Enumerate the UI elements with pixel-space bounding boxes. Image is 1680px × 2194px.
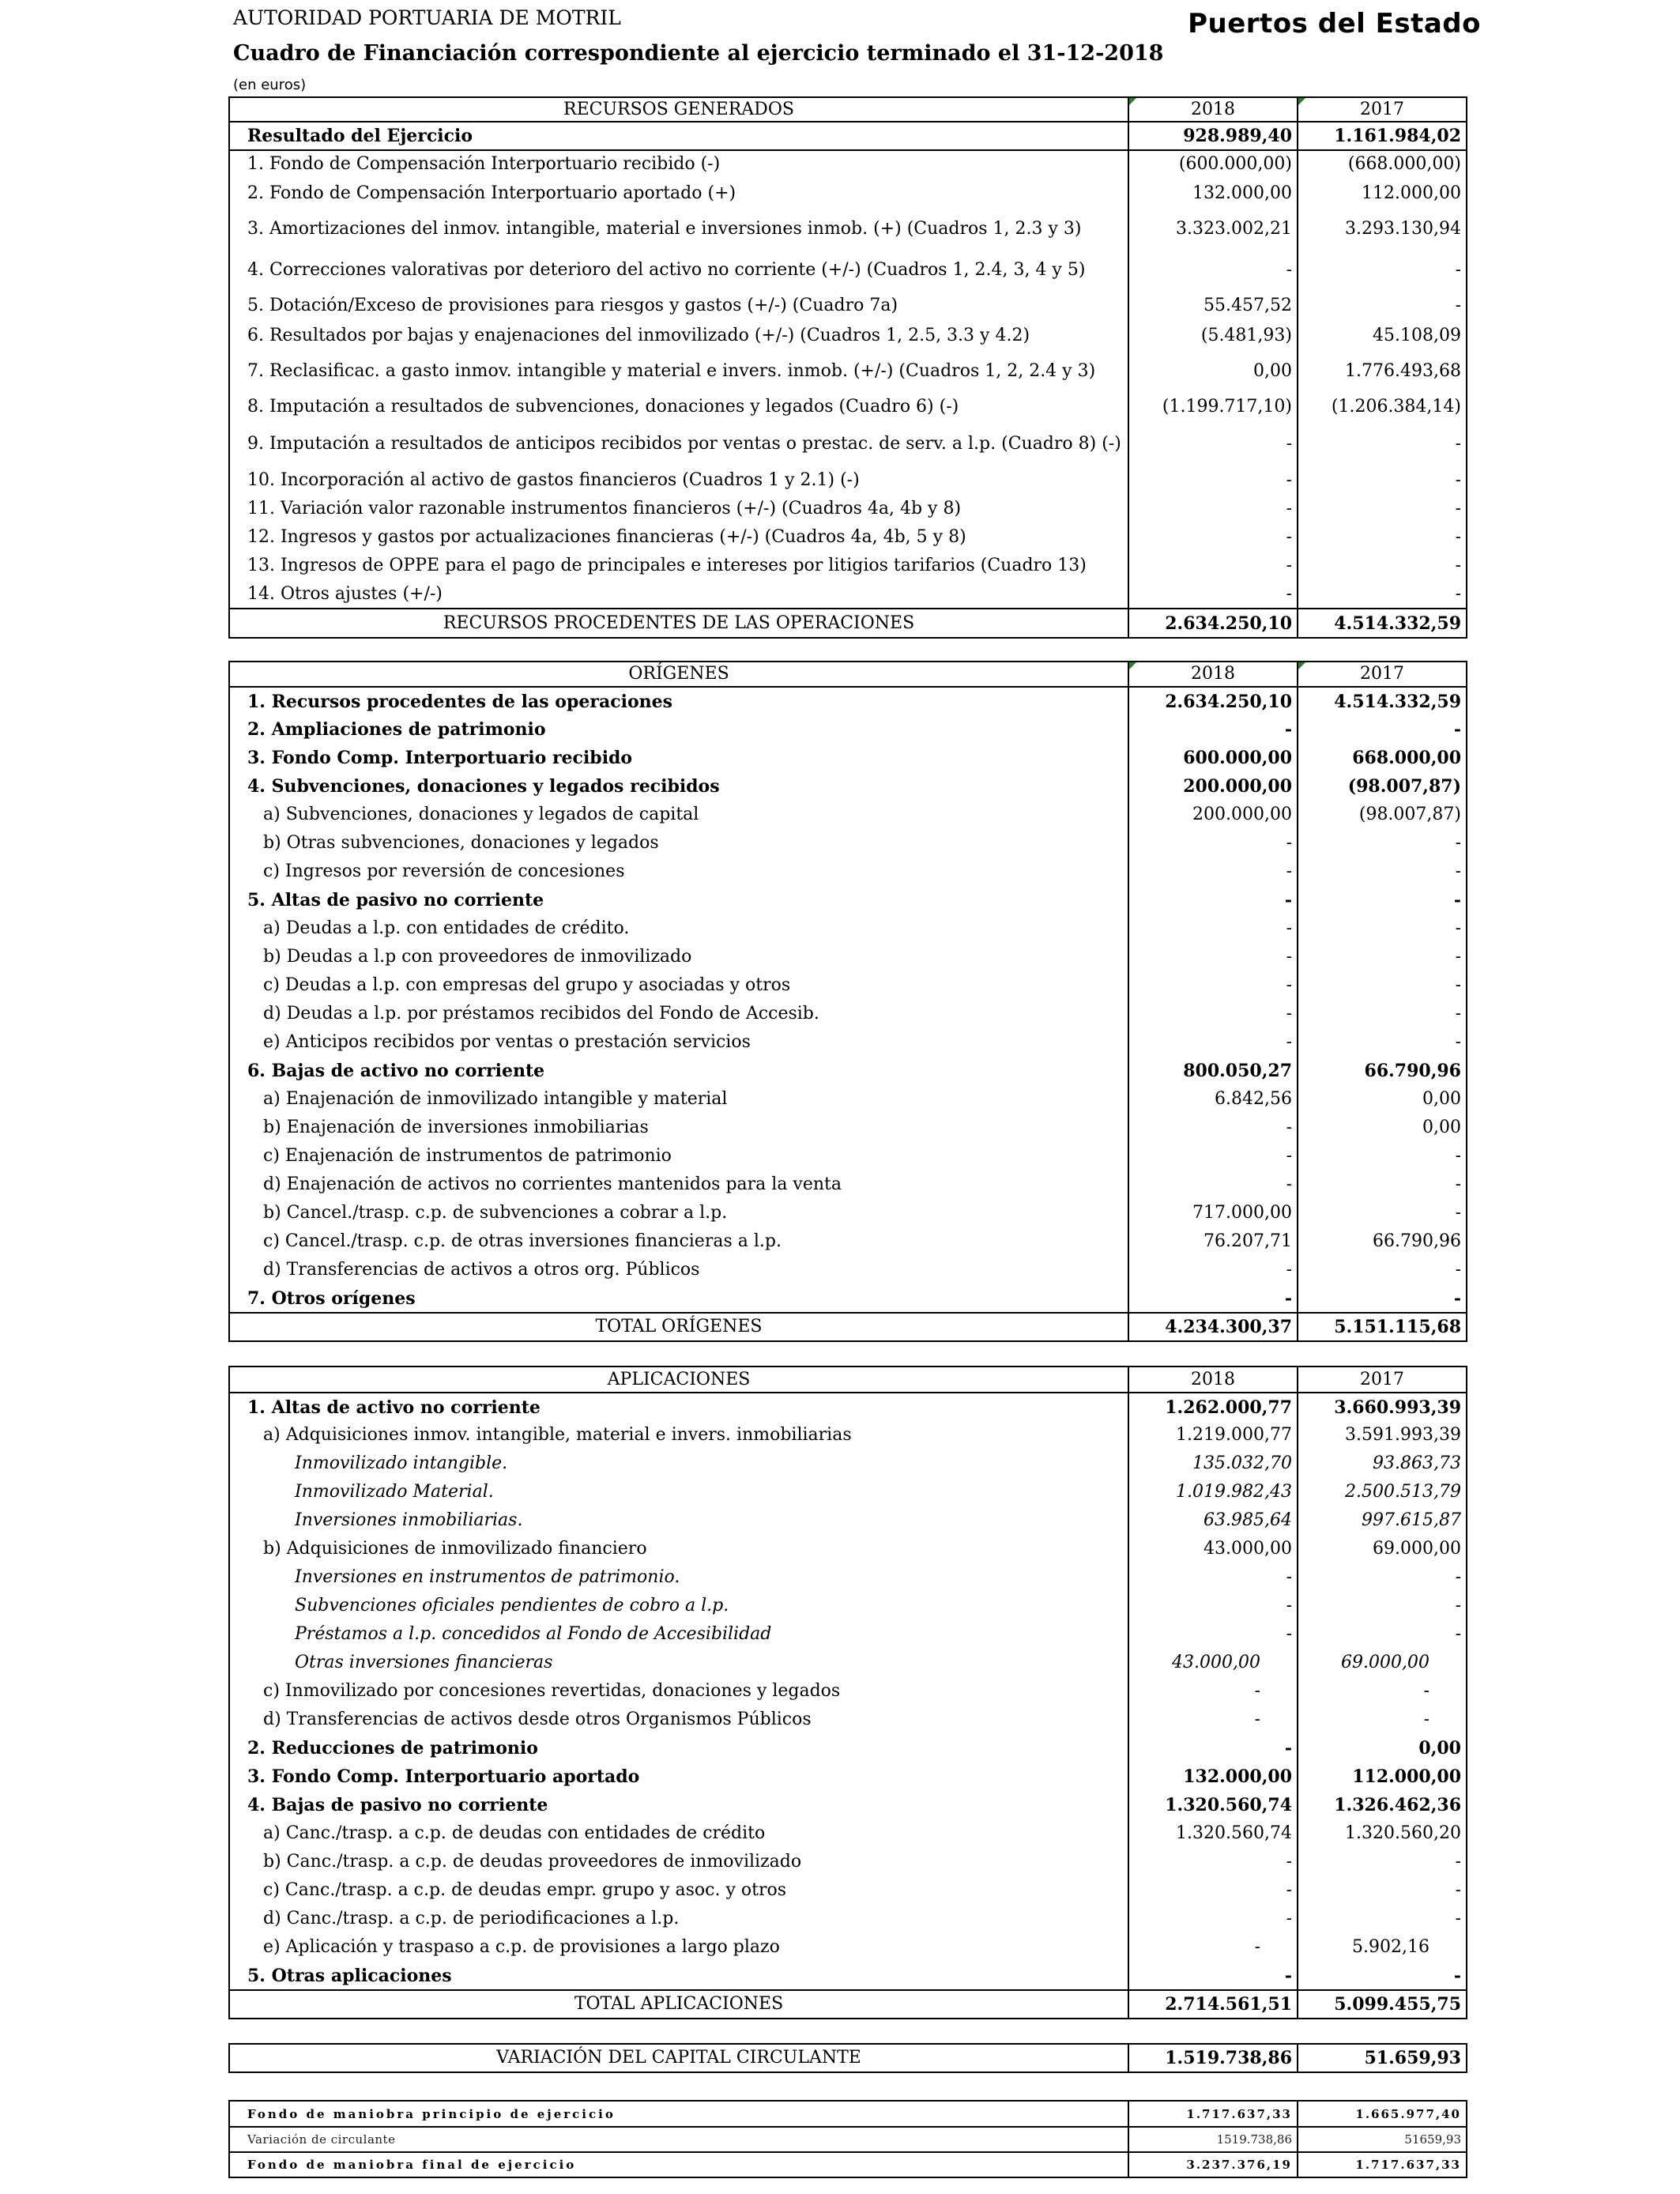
row-label: Inmovilizado Material. bbox=[229, 1478, 1128, 1506]
value-2018: - bbox=[1128, 466, 1298, 495]
row-label: c) Ingresos por reversión de concesiones bbox=[229, 858, 1128, 886]
value-2017: - bbox=[1298, 523, 1467, 552]
value-2017: 3.591.993,39 bbox=[1298, 1421, 1467, 1449]
origenes-table bbox=[228, 661, 1467, 1342]
value-2017: - bbox=[1298, 495, 1467, 523]
row-label: b) Deudas a l.p con proveedores de inmovilizado bbox=[229, 943, 1128, 971]
value-2017: - bbox=[1298, 250, 1467, 291]
table-header-row bbox=[229, 1367, 1467, 1393]
value-2017: 1.717.637,33 bbox=[1298, 2152, 1467, 2177]
table-row bbox=[229, 1284, 1467, 1313]
value-2018: 76.207,71 bbox=[1128, 1227, 1298, 1256]
value-2017: 0,00 bbox=[1298, 1734, 1467, 1762]
table-row bbox=[229, 1734, 1467, 1762]
row-label: d) Deudas a l.p. por préstamos recibidos del Fondo de Accesib. bbox=[229, 1000, 1128, 1028]
table-row bbox=[229, 321, 1467, 351]
row-label: a) Deudas a l.p. con entidades de crédito. bbox=[229, 914, 1128, 943]
table-row bbox=[229, 1762, 1467, 1791]
year-2018-header: 2018 bbox=[1128, 1367, 1298, 1393]
table-row bbox=[229, 2127, 1467, 2152]
table-row bbox=[229, 1199, 1467, 1227]
table-row bbox=[229, 1114, 1467, 1142]
value-2018: 1.717.637,33 bbox=[1128, 2101, 1298, 2127]
value-2018: - bbox=[1128, 1962, 1298, 1990]
table-row bbox=[229, 914, 1467, 943]
table-row bbox=[229, 392, 1467, 422]
variacion-2017: 51.659,93 bbox=[1298, 2044, 1467, 2072]
value-2018: 135.032,70 bbox=[1128, 1449, 1298, 1478]
row-label: 9. Imputación a resultados de anticipos recibidos por ventas o prestac. de serv. a l.p. (Cuadro 8) (-) bbox=[229, 422, 1128, 466]
value-2018: - bbox=[1128, 495, 1298, 523]
value-2018: - bbox=[1128, 1563, 1298, 1592]
variacion-label: VARIACIÓN DEL CAPITAL CIRCULANTE bbox=[229, 2044, 1128, 2072]
table-row bbox=[229, 1535, 1467, 1563]
value-2018: - bbox=[1128, 1592, 1298, 1620]
value-2018: 0,00 bbox=[1128, 351, 1298, 392]
value-2017: - bbox=[1298, 914, 1467, 943]
value-2017: 0,00 bbox=[1298, 1114, 1467, 1142]
value-2018: 800.050,27 bbox=[1128, 1057, 1298, 1085]
row-label: 10. Incorporación al activo de gastos financieros (Cuadros 1 y 2.1) (-) bbox=[229, 466, 1128, 495]
value-2017: 997.615,87 bbox=[1298, 1506, 1467, 1535]
value-2017: (1.206.384,14) bbox=[1298, 392, 1467, 422]
table-row bbox=[229, 772, 1467, 801]
table-row bbox=[229, 971, 1467, 1000]
value-2017: 4.514.332,59 bbox=[1298, 687, 1467, 715]
value-2017: - bbox=[1298, 1028, 1467, 1057]
row-label: 6. Bajas de activo no corriente bbox=[229, 1057, 1128, 1085]
row-label: Fondo de maniobra final de ejercicio bbox=[229, 2152, 1128, 2177]
value-2018: (1.199.717,10) bbox=[1128, 392, 1298, 422]
table-row bbox=[229, 209, 1467, 250]
table-row bbox=[229, 422, 1467, 466]
value-2018: 3.323.002,21 bbox=[1128, 209, 1298, 250]
value-2017: - bbox=[1298, 886, 1467, 914]
value-2018: - bbox=[1128, 1028, 1298, 1057]
table-row bbox=[229, 1791, 1467, 1819]
value-2018: - bbox=[1128, 858, 1298, 886]
value-2018: 6.842,56 bbox=[1128, 1085, 1298, 1114]
value-2017: - bbox=[1298, 1592, 1467, 1620]
fondo-maniobra-table bbox=[228, 2100, 1467, 2178]
table-row bbox=[229, 1563, 1467, 1592]
value-2017: - bbox=[1298, 466, 1467, 495]
table-row bbox=[229, 523, 1467, 552]
value-2018: 717.000,00 bbox=[1128, 1199, 1298, 1227]
value-2018: - bbox=[1128, 1848, 1298, 1876]
value-2017: - bbox=[1298, 715, 1467, 744]
value-2017: - bbox=[1298, 291, 1467, 321]
table-row bbox=[229, 2152, 1467, 2177]
value-2017: 69.000,00 bbox=[1298, 1649, 1467, 1677]
value-2018: - bbox=[1128, 715, 1298, 744]
value-2018: 55.457,52 bbox=[1128, 291, 1298, 321]
table-row bbox=[229, 858, 1467, 886]
row-label: Subvenciones oficiales pendientes de cobro a l.p. bbox=[229, 1592, 1128, 1620]
table-row bbox=[229, 943, 1467, 971]
value-2017: 1.665.977,40 bbox=[1298, 2101, 1467, 2127]
value-2017: 3.293.130,94 bbox=[1298, 209, 1467, 250]
value-2017: - bbox=[1298, 1620, 1467, 1649]
value-2018: 200.000,00 bbox=[1128, 772, 1298, 801]
value-2018: - bbox=[1128, 1905, 1298, 1933]
total-label: TOTAL ORÍGENES bbox=[229, 1313, 1128, 1341]
table-row bbox=[229, 291, 1467, 321]
row-label: 3. Fondo Comp. Interportuario recibido bbox=[229, 744, 1128, 772]
value-2017: (98.007,87) bbox=[1298, 801, 1467, 829]
value-2018: - bbox=[1128, 1876, 1298, 1905]
table-row bbox=[229, 1057, 1467, 1085]
row-label: a) Subvenciones, donaciones y legados de capital bbox=[229, 801, 1128, 829]
value-2018: 43.000,00 bbox=[1128, 1535, 1298, 1563]
value-2017: 1.776.493,68 bbox=[1298, 351, 1467, 392]
section-header: ORÍGENES bbox=[229, 662, 1128, 687]
organization-name: AUTORIDAD PORTUARIA DE MOTRIL bbox=[233, 6, 621, 29]
row-label: d) Enajenación de activos no corrientes mantenidos para la venta bbox=[229, 1171, 1128, 1199]
table-row bbox=[229, 1142, 1467, 1171]
value-2017: 3.660.993,39 bbox=[1298, 1393, 1467, 1421]
value-2018: - bbox=[1128, 580, 1298, 609]
table-row bbox=[229, 122, 1467, 150]
table-row bbox=[229, 1962, 1467, 1990]
row-label: 14. Otros ajustes (+/-) bbox=[229, 580, 1128, 609]
table-row bbox=[229, 1819, 1467, 1848]
value-2018: (5.481,93) bbox=[1128, 321, 1298, 351]
value-2018: - bbox=[1128, 1706, 1298, 1734]
row-label: 1. Fondo de Compensación Interportuario recibido (-) bbox=[229, 150, 1128, 178]
value-2018: 1.320.560,74 bbox=[1128, 1791, 1298, 1819]
value-2018: 132.000,00 bbox=[1128, 178, 1298, 209]
value-2017: - bbox=[1298, 829, 1467, 858]
value-2017: 2.500.513,79 bbox=[1298, 1478, 1467, 1506]
table-row bbox=[229, 495, 1467, 523]
table-row bbox=[229, 2101, 1467, 2127]
table-row bbox=[229, 1085, 1467, 1114]
year-2017-header: 2017 bbox=[1298, 97, 1467, 122]
table-row bbox=[229, 552, 1467, 580]
value-2017: 66.790,96 bbox=[1298, 1227, 1467, 1256]
row-label: 5. Otras aplicaciones bbox=[229, 1962, 1128, 1990]
value-2018: - bbox=[1128, 523, 1298, 552]
value-2018: - bbox=[1128, 250, 1298, 291]
year-2018-header: 2018 bbox=[1128, 97, 1298, 122]
variacion-table bbox=[228, 2043, 1467, 2073]
total-2017: 5.151.115,68 bbox=[1298, 1313, 1467, 1341]
row-label: Préstamos a l.p. concedidos al Fondo de Accesibilidad bbox=[229, 1620, 1128, 1649]
aplicaciones-table bbox=[228, 1366, 1467, 2019]
value-2018: - bbox=[1128, 914, 1298, 943]
row-label: 3. Fondo Comp. Interportuario aportado bbox=[229, 1762, 1128, 1791]
table-row bbox=[229, 250, 1467, 291]
value-2018: - bbox=[1128, 422, 1298, 466]
row-label: 6. Resultados por bajas y enajenaciones del inmovilizado (+/-) (Cuadros 1, 2.5, 3.3 y 4.2) bbox=[229, 321, 1128, 351]
value-2017: - bbox=[1298, 858, 1467, 886]
section-header: APLICACIONES bbox=[229, 1367, 1128, 1393]
value-2017: 0,00 bbox=[1298, 1085, 1467, 1114]
row-label: Resultado del Ejercicio bbox=[229, 122, 1128, 150]
value-2017: 1.326.462,36 bbox=[1298, 1791, 1467, 1819]
value-2018: 2.634.250,10 bbox=[1128, 687, 1298, 715]
value-2018: 1.262.000,77 bbox=[1128, 1393, 1298, 1421]
table-row bbox=[229, 1421, 1467, 1449]
table-row bbox=[229, 1393, 1467, 1421]
total-2017: 4.514.332,59 bbox=[1298, 609, 1467, 638]
value-2018: 1.219.000,77 bbox=[1128, 1421, 1298, 1449]
recursos-table bbox=[228, 96, 1467, 639]
table-row bbox=[229, 1227, 1467, 1256]
row-label: Fondo de maniobra principio de ejercicio bbox=[229, 2101, 1128, 2127]
value-2018: - bbox=[1128, 552, 1298, 580]
row-label: 2. Reducciones de patrimonio bbox=[229, 1734, 1128, 1762]
value-2017: - bbox=[1298, 1284, 1467, 1313]
value-2017: - bbox=[1298, 1000, 1467, 1028]
value-2018: - bbox=[1128, 1256, 1298, 1284]
value-2018: - bbox=[1128, 1933, 1298, 1962]
row-label: b) Cancel./trasp. c.p. de subvenciones a cobrar a l.p. bbox=[229, 1199, 1128, 1227]
table-row bbox=[229, 1876, 1467, 1905]
value-2017: 93.863,73 bbox=[1298, 1449, 1467, 1478]
row-label: c) Canc./trasp. a c.p. de deudas empr. grupo y asoc. y otros bbox=[229, 1876, 1128, 1905]
value-2017: 51659,93 bbox=[1298, 2127, 1467, 2152]
row-label: Inversiones en instrumentos de patrimonio. bbox=[229, 1563, 1128, 1592]
row-label: c) Inmovilizado por concesiones revertidas, donaciones y legados bbox=[229, 1677, 1128, 1706]
row-label: 4. Correcciones valorativas por deterioro del activo no corriente (+/-) (Cuadros 1, 2.4, 3, 4 y 5) bbox=[229, 250, 1128, 291]
total-label: TOTAL APLICACIONES bbox=[229, 1990, 1128, 2019]
table-row bbox=[229, 886, 1467, 914]
value-2018: 1.320.560,74 bbox=[1128, 1819, 1298, 1848]
value-2017: 1.161.984,02 bbox=[1298, 122, 1467, 150]
table-row bbox=[229, 829, 1467, 858]
row-label: d) Transferencias de activos desde otros Organismos Públicos bbox=[229, 1706, 1128, 1734]
value-2017: - bbox=[1298, 1677, 1467, 1706]
value-2018: 200.000,00 bbox=[1128, 801, 1298, 829]
row-label: Variación de circulante bbox=[229, 2127, 1128, 2152]
row-label: 11. Variación valor razonable instrumentos financieros (+/-) (Cuadros 4a, 4b y 8) bbox=[229, 495, 1128, 523]
value-2018: - bbox=[1128, 829, 1298, 858]
row-label: c) Cancel./trasp. c.p. de otras inversiones financieras a l.p. bbox=[229, 1227, 1128, 1256]
total-2017: 5.099.455,75 bbox=[1298, 1990, 1467, 2019]
row-label: b) Canc./trasp. a c.p. de deudas proveedores de inmovilizado bbox=[229, 1848, 1128, 1876]
value-2017: - bbox=[1298, 943, 1467, 971]
row-label: 5. Altas de pasivo no corriente bbox=[229, 886, 1128, 914]
value-2018: 928.989,40 bbox=[1128, 122, 1298, 150]
value-2017: - bbox=[1298, 1876, 1467, 1905]
table-row bbox=[229, 1933, 1467, 1962]
value-2017: - bbox=[1298, 422, 1467, 466]
table-row bbox=[229, 1620, 1467, 1649]
value-2018: - bbox=[1128, 1677, 1298, 1706]
value-2018: 1519.738,86 bbox=[1128, 2127, 1298, 2152]
row-label: 7. Reclasificac. a gasto inmov. intangible y material e invers. inmob. (+/-) (Cuadros 1, 2, 2.4 y 3) bbox=[229, 351, 1128, 392]
section-header: RECURSOS GENERADOS bbox=[229, 97, 1128, 122]
row-label: 3. Amortizaciones del inmov. intangible, material e inversiones inmob. (+) (Cuadros 1, 2.3 y 3) bbox=[229, 209, 1128, 250]
value-2018: 132.000,00 bbox=[1128, 1762, 1298, 1791]
row-label: Inversiones inmobiliarias. bbox=[229, 1506, 1128, 1535]
table-row bbox=[229, 1449, 1467, 1478]
value-2017: - bbox=[1298, 1256, 1467, 1284]
total-row bbox=[229, 609, 1467, 638]
row-label: c) Deudas a l.p. con empresas del grupo y asociadas y otros bbox=[229, 971, 1128, 1000]
table-row bbox=[229, 801, 1467, 829]
row-label: Inmovilizado intangible. bbox=[229, 1449, 1128, 1478]
table-row bbox=[229, 1905, 1467, 1933]
table-row bbox=[229, 715, 1467, 744]
value-2017: 45.108,09 bbox=[1298, 321, 1467, 351]
value-2018: 3.237.376,19 bbox=[1128, 2152, 1298, 2177]
total-2018: 2.634.250,10 bbox=[1128, 609, 1298, 638]
total-label: RECURSOS PROCEDENTES DE LAS OPERACIONES bbox=[229, 609, 1128, 638]
value-2018: - bbox=[1128, 1114, 1298, 1142]
value-2018: - bbox=[1128, 1142, 1298, 1171]
value-2017: - bbox=[1298, 1563, 1467, 1592]
row-label: 2. Fondo de Compensación Interportuario aportado (+) bbox=[229, 178, 1128, 209]
row-label: e) Anticipos recibidos por ventas o prestación servicios bbox=[229, 1028, 1128, 1057]
value-2018: 43.000,00 bbox=[1128, 1649, 1298, 1677]
value-2018: (600.000,00) bbox=[1128, 150, 1298, 178]
value-2018: - bbox=[1128, 943, 1298, 971]
value-2017: - bbox=[1298, 1905, 1467, 1933]
value-2018: - bbox=[1128, 1620, 1298, 1649]
variacion-row bbox=[229, 2044, 1467, 2072]
row-label: 1. Altas de activo no corriente bbox=[229, 1393, 1128, 1421]
table-row bbox=[229, 1028, 1467, 1057]
total-2018: 2.714.561,51 bbox=[1128, 1990, 1298, 2019]
table-row bbox=[229, 1677, 1467, 1706]
value-2017: - bbox=[1298, 552, 1467, 580]
currency-unit: (en euros) bbox=[233, 77, 307, 93]
value-2017: 66.790,96 bbox=[1298, 1057, 1467, 1085]
value-2017: 112.000,00 bbox=[1298, 1762, 1467, 1791]
row-label: Otras inversiones financieras bbox=[229, 1649, 1128, 1677]
total-row bbox=[229, 1313, 1467, 1341]
value-2018: 600.000,00 bbox=[1128, 744, 1298, 772]
table-row bbox=[229, 1000, 1467, 1028]
row-label: 8. Imputación a resultados de subvenciones, donaciones y legados (Cuadro 6) (-) bbox=[229, 392, 1128, 422]
value-2017: 69.000,00 bbox=[1298, 1535, 1467, 1563]
year-2017-header: 2017 bbox=[1298, 1367, 1467, 1393]
row-label: 2. Ampliaciones de patrimonio bbox=[229, 715, 1128, 744]
value-2018: 1.019.982,43 bbox=[1128, 1478, 1298, 1506]
row-label: a) Adquisiciones inmov. intangible, material e invers. inmobiliarias bbox=[229, 1421, 1128, 1449]
table-row bbox=[229, 580, 1467, 609]
row-label: a) Enajenación de inmovilizado intangible y material bbox=[229, 1085, 1128, 1114]
year-2017-header: 2017 bbox=[1298, 662, 1467, 687]
value-2018: 63.985,64 bbox=[1128, 1506, 1298, 1535]
row-label: 13. Ingresos de OPPE para el pago de principales e intereses por litigios tarifarios (Cuadro 13) bbox=[229, 552, 1128, 580]
value-2017: (668.000,00) bbox=[1298, 150, 1467, 178]
value-2017: 5.902,16 bbox=[1298, 1933, 1467, 1962]
value-2017: 112.000,00 bbox=[1298, 178, 1467, 209]
table-row bbox=[229, 687, 1467, 715]
value-2017: - bbox=[1298, 1171, 1467, 1199]
variacion-2018: 1.519.738,86 bbox=[1128, 2044, 1298, 2072]
table-row bbox=[229, 1848, 1467, 1876]
total-2018: 4.234.300,37 bbox=[1128, 1313, 1298, 1341]
table-row bbox=[229, 178, 1467, 209]
row-label: d) Transferencias de activos a otros org. Públicos bbox=[229, 1256, 1128, 1284]
table-row bbox=[229, 1506, 1467, 1535]
table-row bbox=[229, 1256, 1467, 1284]
table-header-row bbox=[229, 97, 1467, 122]
value-2018: - bbox=[1128, 971, 1298, 1000]
value-2017: - bbox=[1298, 1848, 1467, 1876]
value-2017: - bbox=[1298, 971, 1467, 1000]
table-row bbox=[229, 744, 1467, 772]
value-2018: - bbox=[1128, 1734, 1298, 1762]
table-row bbox=[229, 1706, 1467, 1734]
report-title: Cuadro de Financiación correspondiente al ejercicio terminado el 31-12-2018 bbox=[233, 41, 1164, 66]
row-label: 4. Subvenciones, donaciones y legados recibidos bbox=[229, 772, 1128, 801]
row-label: b) Enajenación de inversiones inmobiliarias bbox=[229, 1114, 1128, 1142]
value-2018: - bbox=[1128, 1000, 1298, 1028]
row-label: b) Adquisiciones de inmovilizado financiero bbox=[229, 1535, 1128, 1563]
row-label: 7. Otros orígenes bbox=[229, 1284, 1128, 1313]
value-2017: 668.000,00 bbox=[1298, 744, 1467, 772]
table-row bbox=[229, 1171, 1467, 1199]
value-2017: 1.320.560,20 bbox=[1298, 1819, 1467, 1848]
table-row bbox=[229, 150, 1467, 178]
table-row bbox=[229, 1478, 1467, 1506]
row-label: 4. Bajas de pasivo no corriente bbox=[229, 1791, 1128, 1819]
row-label: e) Aplicación y traspaso a c.p. de provisiones a largo plazo bbox=[229, 1933, 1128, 1962]
row-label: b) Otras subvenciones, donaciones y legados bbox=[229, 829, 1128, 858]
row-label: d) Canc./trasp. a c.p. de periodificaciones a l.p. bbox=[229, 1905, 1128, 1933]
table-row bbox=[229, 1649, 1467, 1677]
row-label: 12. Ingresos y gastos por actualizaciones financieras (+/-) (Cuadros 4a, 4b, 5 y 8) bbox=[229, 523, 1128, 552]
row-label: 1. Recursos procedentes de las operaciones bbox=[229, 687, 1128, 715]
value-2018: - bbox=[1128, 1171, 1298, 1199]
row-label: a) Canc./trasp. a c.p. de deudas con entidades de crédito bbox=[229, 1819, 1128, 1848]
table-row bbox=[229, 466, 1467, 495]
table-row bbox=[229, 351, 1467, 392]
brand-name: Puertos del Estado bbox=[1188, 8, 1481, 40]
value-2017: (98.007,87) bbox=[1298, 772, 1467, 801]
value-2017: - bbox=[1298, 1962, 1467, 1990]
year-2018-header: 2018 bbox=[1128, 662, 1298, 687]
table-row bbox=[229, 1592, 1467, 1620]
row-label: 5. Dotación/Exceso de provisiones para riesgos y gastos (+/-) (Cuadro 7a) bbox=[229, 291, 1128, 321]
value-2018: - bbox=[1128, 1284, 1298, 1313]
value-2017: - bbox=[1298, 1142, 1467, 1171]
value-2018: - bbox=[1128, 886, 1298, 914]
value-2017: - bbox=[1298, 580, 1467, 609]
total-row bbox=[229, 1990, 1467, 2019]
value-2017: - bbox=[1298, 1706, 1467, 1734]
table-header-row bbox=[229, 662, 1467, 687]
row-label: c) Enajenación de instrumentos de patrimonio bbox=[229, 1142, 1128, 1171]
value-2017: - bbox=[1298, 1199, 1467, 1227]
